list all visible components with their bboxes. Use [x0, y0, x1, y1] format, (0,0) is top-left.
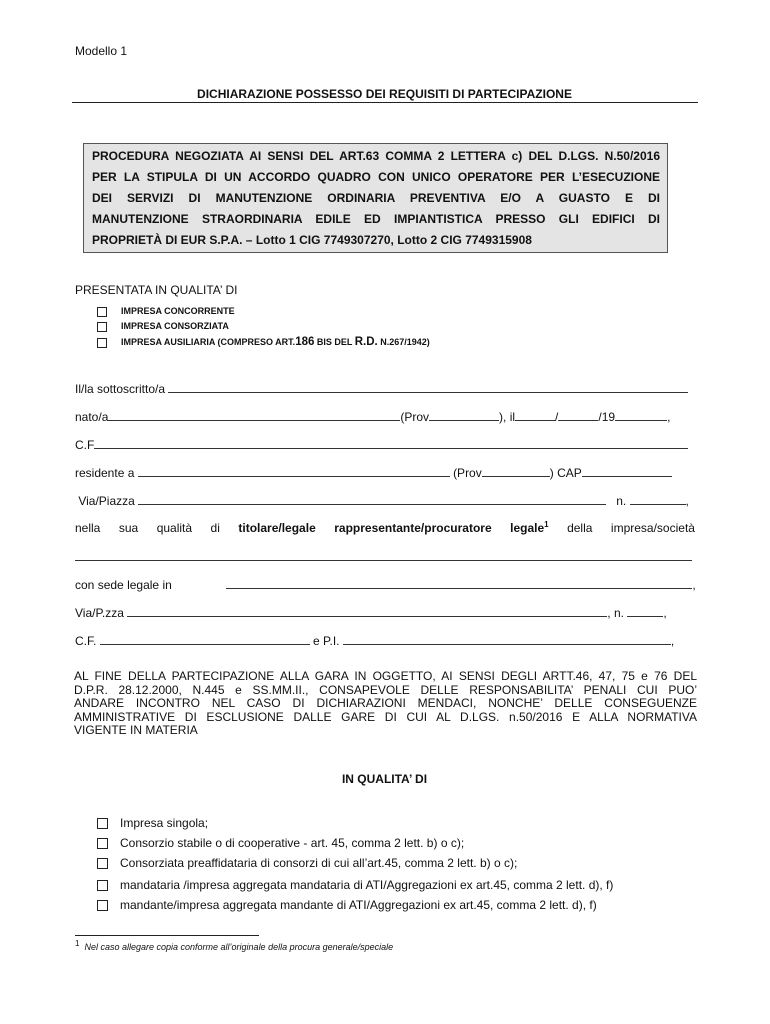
- declaration-line: AMMINISTRATIVE DI ESCLUSIONE DALLE GARE DI CUI AL D.LGS. n.50/2016 E ALLA NORMATIVA: [74, 709, 697, 724]
- cf-field[interactable]: [94, 438, 688, 449]
- option-consorzio-stabile[interactable]: [97, 836, 464, 850]
- n-label-2: , n.: [607, 606, 624, 620]
- cf-piva-line: [75, 634, 695, 648]
- option-impresa-ausiliaria[interactable]: [97, 336, 430, 348]
- word: qualità: [156, 521, 193, 535]
- impresa-line: [75, 550, 695, 564]
- checkbox[interactable]: [97, 880, 108, 891]
- word: nella: [75, 521, 101, 535]
- option-label-rd: R.D.: [354, 336, 378, 348]
- cf-field-2[interactable]: [100, 634, 310, 645]
- via-pzza-label: Via/P.zza: [75, 606, 124, 620]
- option-label: mandataria /impresa aggregata mandataria di ATI/Aggregazioni ex art.45, comma 2 lett. d), f): [120, 878, 614, 892]
- word: della: [567, 521, 593, 535]
- word: di: [210, 521, 220, 535]
- prov-field-2[interactable]: [482, 466, 550, 477]
- prov-label-2: (Prov: [453, 466, 482, 480]
- declaration-line: ANDARE INCONTRO NEL CASO DI DICHIARAZIONI MENDACI, NONCHE’ DELLE CONSEGUENZE: [74, 696, 697, 710]
- checkbox[interactable]: [97, 338, 107, 348]
- option-label-tail: N.267/1942): [377, 337, 430, 347]
- word: legale: [127, 578, 160, 592]
- option-consorziata[interactable]: [97, 856, 517, 870]
- word: con: [75, 578, 95, 592]
- cap-field[interactable]: [582, 466, 672, 477]
- impresa-field[interactable]: [75, 550, 692, 561]
- prov-field[interactable]: [429, 410, 499, 421]
- page-title: DICHIARAZIONE POSSESSO DEI REQUISITI DI PARTECIPAZIONE: [197, 87, 572, 101]
- nato-label: nato/a: [75, 410, 109, 424]
- footnote-number: 1: [75, 939, 80, 948]
- option-label: mandante/impresa aggregata mandante di ATI/Aggregazioni ex art.45, comma 2 lett. d), f): [120, 898, 597, 912]
- qualita-line: [75, 521, 695, 535]
- option-label-number: 186: [295, 336, 315, 348]
- procedure-line: PROPRIETÀ DI EUR S.P.A. – Lotto 1 CIG 7749307270, Lotto 2 CIG 7749315908: [92, 233, 532, 247]
- declaration-line: D.P.R. 28.12.2000, N.445 e SS.MM.II., CONSAPEVOLE DELLE RESPONSABILITA’ PENALI CUI PUO’: [74, 682, 697, 697]
- procedure-line: PER LA STIPULA DI UN ACCORDO QUADRO CON UNICO OPERATORE PER L’ESECUZIONE: [92, 170, 660, 184]
- civic-number-field-2[interactable]: [627, 606, 663, 617]
- option-mandataria[interactable]: [97, 878, 613, 892]
- comma: ,: [670, 634, 675, 648]
- checkbox[interactable]: [97, 307, 107, 317]
- footnote-text: Nel caso allegare copia conforme all’originale della procura generale/speciale: [84, 942, 394, 952]
- option-label: Consorziata preaffidataria di consorzi di cui all’art.45, comma 2 lett. b) o c);: [120, 856, 518, 870]
- option-impresa-concorrente[interactable]: [97, 306, 235, 317]
- day-field[interactable]: [515, 410, 555, 421]
- n-label: n.: [616, 494, 627, 508]
- piva-label: e P.I.: [313, 634, 340, 648]
- legale-label: [510, 521, 548, 535]
- checkbox[interactable]: [97, 818, 108, 829]
- via-pzza-line: [75, 606, 695, 620]
- option-label: Impresa singola;: [120, 816, 209, 830]
- comma: ,: [692, 578, 696, 592]
- civic-number-field[interactable]: [630, 494, 686, 505]
- word: sede: [97, 578, 124, 592]
- declaration-paragraph: [74, 670, 697, 738]
- word: in: [162, 578, 172, 592]
- month-field[interactable]: [558, 410, 598, 421]
- checkbox[interactable]: [97, 900, 108, 911]
- declaration-line: VIGENTE IN MATERIA: [74, 723, 198, 737]
- legale-text: legale: [510, 521, 545, 535]
- option-impresa-singola[interactable]: [97, 816, 208, 830]
- comma: ,: [663, 606, 667, 620]
- titolare-label: titolare/legale: [238, 521, 316, 535]
- presentata-heading: PRESENTATA IN QUALITA’ DI: [75, 283, 238, 297]
- cf-label: C.F: [75, 438, 95, 452]
- footnote-separator: [75, 935, 259, 936]
- sottoscritto-label: Il/la sottoscritto/a: [75, 382, 166, 396]
- rappresentante-label: rappresentante/procuratore: [334, 521, 492, 535]
- procedure-box: [83, 143, 668, 253]
- sede-line: [75, 578, 695, 592]
- via-piazza-line: [75, 494, 695, 508]
- checkbox[interactable]: [97, 322, 107, 332]
- option-label-mid: BIS DEL: [314, 337, 355, 347]
- checkbox[interactable]: [97, 838, 108, 849]
- cf-line: [75, 438, 695, 452]
- via-piazza-field[interactable]: [138, 494, 606, 505]
- nato-field[interactable]: [108, 410, 400, 421]
- cap-label: ) CAP: [549, 466, 582, 480]
- procedure-line: DEI SERVIZI DI MANUTENZIONE ORDINARIA PREVENTIVA E/O A GUASTO E DI: [92, 191, 660, 205]
- title-underline: [72, 102, 698, 103]
- in-qualita-heading: IN QUALITA’ DI: [341, 772, 428, 786]
- option-impresa-consorziata[interactable]: [97, 321, 229, 332]
- footnote: [75, 939, 394, 952]
- procedure-line: PROCEDURA NEGOZIATA AI SENSI DEL ART.63 COMMA 2 LETTERA c) DEL D.LGS. N.50/2016: [92, 149, 660, 163]
- comma: ,: [685, 494, 689, 508]
- residente-label: residente a: [75, 466, 135, 480]
- cf-label-2: C.F.: [75, 634, 97, 648]
- word: sua: [118, 521, 139, 535]
- via-piazza-label: Via/Piazza: [78, 494, 135, 508]
- sottoscritto-line: [75, 382, 695, 396]
- year-prefix: /19: [598, 410, 616, 424]
- sottoscritto-field[interactable]: [168, 382, 688, 393]
- word: impresa/società: [610, 521, 695, 535]
- option-label: IMPRESA AUSILIARIA (COMPRESO ART.: [121, 337, 296, 347]
- nato-line: [75, 410, 695, 424]
- declaration-line: AL FINE DELLA PARTECIPAZIONE ALLA GARA IN OGGETTO, AI SENSI DEGLI ARTT.46, 47, 75 e 76 DEL: [74, 669, 697, 683]
- procedure-line: MANUTENZIONE STRAORDINARIA EDILE ED IMPIANTISTICA PRESSO GLI EDIFICI DI: [92, 212, 660, 226]
- prov-label: (Prov: [400, 410, 430, 424]
- piva-field[interactable]: [343, 634, 671, 645]
- option-label: IMPRESA CONCORRENTE: [121, 306, 235, 316]
- sede-field[interactable]: [226, 578, 692, 589]
- model-label: Modello 1: [75, 44, 128, 58]
- il-label: ), il: [499, 410, 516, 424]
- year-field[interactable]: [615, 410, 667, 421]
- comma: ,: [667, 410, 671, 424]
- residente-field[interactable]: [138, 466, 450, 477]
- option-label: IMPRESA CONSORZIATA: [121, 321, 229, 331]
- option-mandante[interactable]: [97, 898, 597, 912]
- residente-line: [75, 466, 695, 480]
- checkbox[interactable]: [97, 858, 108, 869]
- footnote-ref: 1: [544, 520, 549, 529]
- option-label: Consorzio stabile o di cooperative - art. 45, comma 2 lett. b) o c);: [120, 836, 465, 850]
- via-pzza-field[interactable]: [127, 606, 607, 617]
- date-slash: /: [555, 410, 559, 424]
